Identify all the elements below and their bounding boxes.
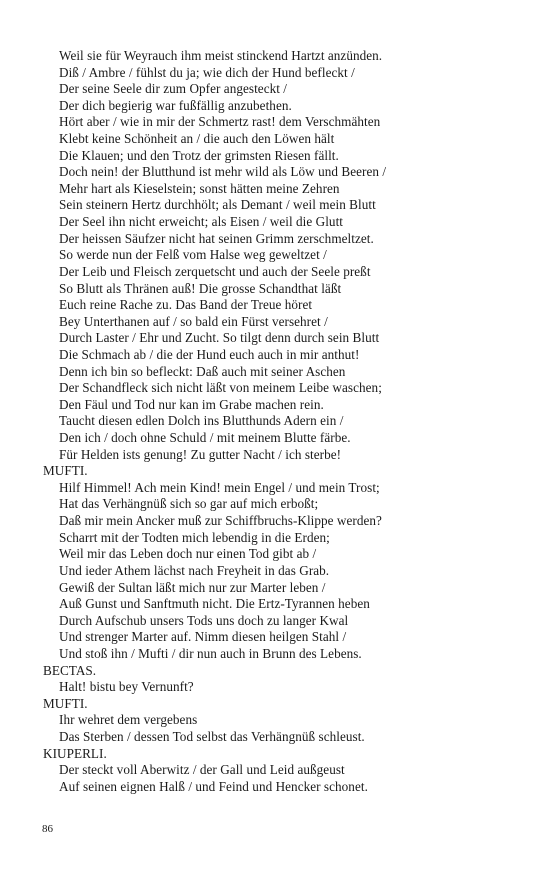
verse-line: Der dich begierig war fußfällig anzubethen. [59, 97, 292, 113]
verse-line: So Blutt als Thränen auß! Die grosse Schandthat läßt [59, 280, 342, 296]
speaker-name: MUFTI. [43, 695, 88, 711]
verse-line: Der Seel ihn nicht erweicht; als Eisen / weil die Glutt [59, 214, 344, 230]
verse-line: Den Fäul und Tod nur kan im Grabe machen rein. [59, 396, 324, 412]
speaker-name: BECTAS. [43, 662, 97, 678]
verse-line: Der steckt voll Aberwitz / der Gall und Leid außgeust [59, 762, 345, 778]
verse-line: Doch nein! der Blutthund ist mehr wild als Löw und Beeren / [59, 164, 387, 180]
verse-line: Auf seinen eignen Halß / und Feind und Hencker schonet. [59, 778, 368, 794]
verse-line: Halt! bistu bey Vernunft? [59, 679, 194, 695]
verse-line: Hat das Verhängnüß sich so gar auf mich erboßt; [59, 496, 319, 512]
drama-text [43, 48, 513, 795]
verse-line: Hilf Himmel! Ach mein Kind! mein Engel / und mein Trost; [59, 479, 380, 495]
speaker-name: KIUPERLI. [43, 745, 107, 761]
verse-line: Der Schandfleck sich nicht läßt von meinem Leibe waschen; [59, 380, 382, 396]
verse-line: Bey Unterthanen auf / so bald ein Fürst versehret / [59, 313, 328, 329]
verse-line: Diß / Ambre / fühlst du ja; wie dich der Hund befleckt / [59, 64, 355, 80]
verse-line: Das Sterben / dessen Tod selbst das Verhängnüß schleust. [59, 728, 365, 744]
verse-line: Ihr wehret dem vergebens [59, 712, 198, 728]
verse-line: Die Schmach ab / die der Hund euch auch in mir anthut! [59, 346, 360, 362]
verse-line: Euch reine Rache zu. Das Band der Treue höret [59, 297, 313, 313]
verse-line: Und strenger Marter auf. Nimm diesen heilgen Stahl / [59, 629, 347, 645]
verse-line: Der heissen Säufzer nicht hat seinen Grimm zerschmeltzet. [59, 230, 374, 246]
verse-line: Hört aber / wie in mir der Schmertz rast! dem Verschmähten [59, 114, 381, 130]
verse-line: Der seine Seele dir zum Opfer angesteckt / [59, 81, 288, 97]
verse-line: Denn ich bin so befleckt: Daß auch mit seiner Aschen [59, 363, 346, 379]
verse-line: Den ich / doch ohne Schuld / mit meinem Blutte färbe. [59, 430, 351, 446]
verse-line: Und stoß ihn / Mufti / dir nun auch in Brunn des Lebens. [59, 645, 362, 661]
verse-line: Mehr hart als Kieselstein; sonst hätten meine Zehren [59, 180, 340, 196]
verse-line: Durch Aufschub unsers Tods uns doch zu langer Kwal [59, 612, 349, 628]
verse-line: Klebt keine Schönheit an / die auch den Löwen hält [59, 131, 335, 147]
verse-line: Daß mir mein Ancker muß zur Schiffbruchs-Klippe werden? [59, 513, 382, 529]
verse-line: Weil sie für Weyrauch ihm meist stinckend Hartzt anzünden. [59, 48, 383, 63]
verse-line: Scharrt mit der Todten mich lebendig in die Erden; [59, 529, 330, 545]
verse-line: Weil mir das Leben doch nur einen Tod gibt ab / [59, 546, 317, 562]
speaker-name: MUFTI. [43, 463, 88, 479]
verse-line: Für Helden ists genung! Zu gutter Nacht / ich sterbe! [59, 446, 342, 462]
verse-line: Sein steinern Hertz durchhölt; als Demant / weil mein Blutt [59, 197, 376, 213]
verse-line: Auß Gunst und Sanftmuth nicht. Die Ertz-Tyrannen heben [59, 596, 370, 612]
verse-line: Die Klauen; und den Trotz der grimsten Riesen fällt. [59, 147, 339, 163]
verse-line: Durch Laster / Ehr und Zucht. So tilgt denn durch sein Blutt [59, 330, 380, 346]
verse-line: Der Leib und Fleisch zerquetscht und auch der Seele preßt [59, 263, 371, 279]
verse-line: So werde nun der Felß vom Halse weg geweltzet / [59, 247, 327, 263]
verse-line: Und ieder Athem lächst nach Freyheit in das Grab. [59, 562, 330, 578]
page-number: 86 [42, 823, 53, 835]
verse-line: Gewiß der Sultan läßt mich nur zur Marter leben / [59, 579, 326, 595]
verse-line: Taucht diesen edlen Dolch ins Blutthunds Adern ein / [59, 413, 344, 429]
